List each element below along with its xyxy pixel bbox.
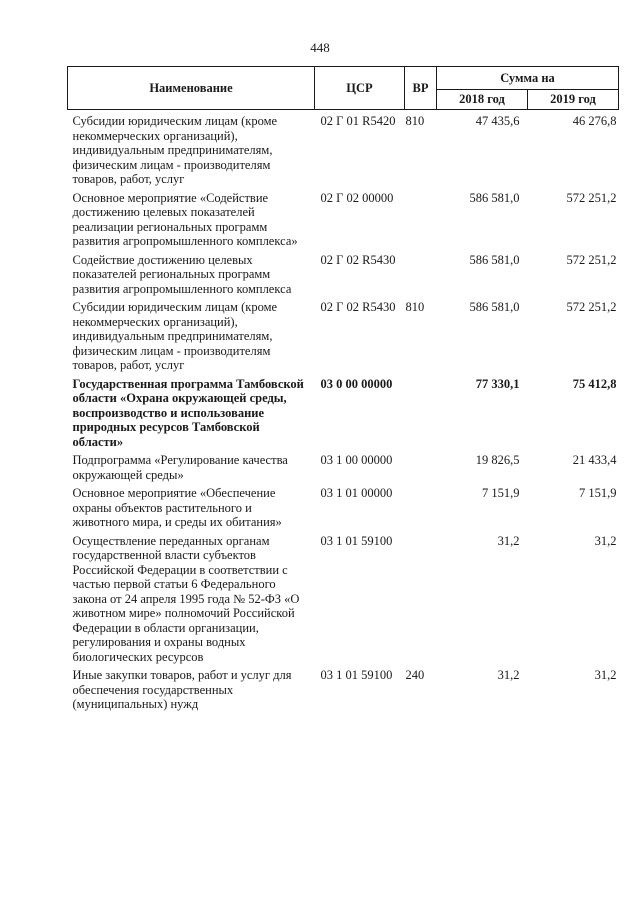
- row-vr: [405, 482, 437, 530]
- table-body: [68, 110, 619, 712]
- header-year-2019: 2019 год: [528, 90, 619, 110]
- row-sum-2019: 572 251,2: [566, 300, 617, 314]
- row-name: Субсидии юридическим лицам (кроме некоммерческих организаций), индивидуальным предпринимателям, физическим лицам - производителям товаров, работ, услуг: [72, 300, 278, 372]
- row-sum-2018: 19 826,5: [475, 453, 520, 467]
- row-csr: 02 Г 02 R5430: [320, 252, 396, 267]
- row-name: Основное мероприятие «Обеспечение охраны объектов растительного и животного мира, и среды их обитания»: [72, 486, 282, 529]
- table-row: [68, 373, 619, 450]
- row-vr: [405, 373, 437, 450]
- row-sum-2019: 75 412,8: [572, 376, 617, 391]
- budget-table: [67, 66, 618, 712]
- row-vr: 810: [405, 300, 425, 314]
- table-row: [68, 187, 619, 249]
- row-vr: [405, 249, 437, 297]
- row-csr: 03 1 01 59100: [320, 533, 393, 548]
- row-csr: 02 Г 02 R5430: [320, 300, 396, 314]
- row-sum-2018: 31,2: [497, 533, 520, 548]
- row-sum-2018: 31,2: [497, 668, 520, 682]
- row-vr: [405, 187, 437, 249]
- table-row: [68, 110, 619, 187]
- table-row: [68, 530, 619, 665]
- row-sum-2018: 47 435,6: [475, 114, 520, 128]
- table-row: [68, 449, 619, 482]
- header-name: Наименование: [68, 67, 315, 110]
- row-sum-2019: 31,2: [594, 533, 617, 548]
- row-sum-2018: 77 330,1: [475, 376, 520, 391]
- table-header: [68, 67, 619, 110]
- row-name: Иные закупки товаров, работ и услуг для обеспечения государственных (муниципальных) нужд: [72, 668, 292, 711]
- row-sum-2019: 572 251,2: [566, 190, 617, 205]
- budget-table-grid: [67, 66, 619, 712]
- page-number: 448: [310, 40, 330, 55]
- row-sum-2019: 31,2: [594, 668, 617, 682]
- row-sum-2019: 46 276,8: [572, 114, 617, 128]
- row-csr: 03 1 01 59100: [320, 668, 393, 682]
- table-row: [68, 664, 619, 712]
- row-sum-2018: 7 151,9: [482, 486, 520, 500]
- row-name: Государственная программа Тамбовской области «Охрана окружающей среды, воспроизводство и использование природных ресурсов Тамбовской области»: [72, 376, 304, 449]
- header-vr: ВР: [405, 67, 437, 110]
- row-sum-2018: 586 581,0: [469, 252, 520, 267]
- row-csr: 03 1 00 00000: [320, 453, 393, 467]
- header-sum: Сумма на: [437, 67, 619, 90]
- table-row: [68, 249, 619, 297]
- row-name: Субсидии юридическим лицам (кроме некоммерческих организаций), индивидуальным предпринимателям, физическим лицам - производителям товаров, работ, услуг: [72, 114, 278, 186]
- row-sum-2019: 572 251,2: [566, 252, 617, 267]
- row-name: Содействие достижению целевых показателей региональных программ развития агропромышленного комплекса: [72, 252, 292, 296]
- row-sum-2019: 7 151,9: [579, 486, 617, 500]
- table-row: [68, 296, 619, 373]
- row-vr: [405, 530, 437, 665]
- row-name: Подпрограмма «Регулирование качества окружающей среды»: [72, 453, 288, 482]
- header-csr: ЦСР: [315, 67, 405, 110]
- row-vr: [405, 449, 437, 482]
- row-csr: 02 Г 01 R5420: [320, 114, 396, 128]
- row-vr: 240: [405, 668, 425, 682]
- row-name: Осуществление переданных органам государственной власти субъектов Российской Федерации в соответствии с частью первой статьи 6 Федерального закона от 24 апреля 1995 года № 52-ФЗ «О животном мире» полномочий Российской Федерации в области организации, регулирования и охраны водных биологических ресурсов: [72, 533, 300, 664]
- row-sum-2019: 21 433,4: [572, 453, 617, 467]
- row-sum-2018: 586 581,0: [469, 190, 520, 205]
- row-vr: 810: [405, 114, 425, 128]
- row-csr: 03 0 00 00000: [320, 376, 393, 391]
- row-name: Основное мероприятие «Содействие достижению целевых показателей реализации региональных программ развития агропромышленного комплекса»: [72, 190, 298, 248]
- row-csr: 02 Г 02 00000: [320, 190, 394, 205]
- row-csr: 03 1 01 00000: [320, 486, 393, 500]
- header-year-2018: 2018 год: [437, 90, 528, 110]
- row-sum-2018: 586 581,0: [469, 300, 520, 314]
- table-row: [68, 482, 619, 530]
